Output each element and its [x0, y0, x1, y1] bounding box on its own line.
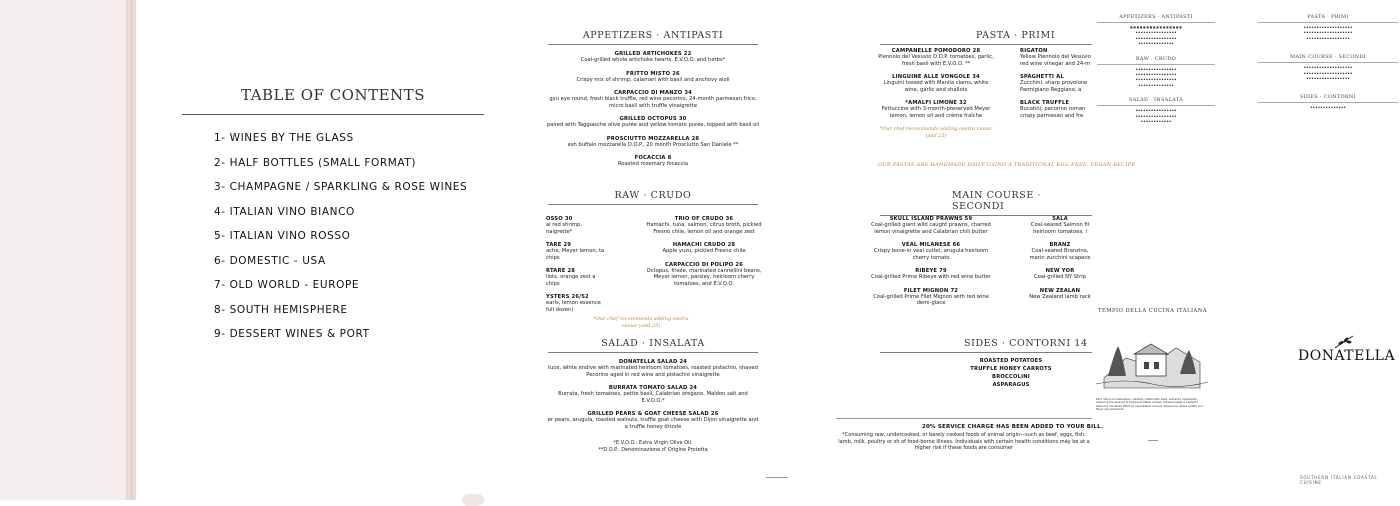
menu-item — [546, 216, 606, 235]
item-desc: Zucchini, sharp provolone Parmigiano Reggiano, a — [1020, 80, 1088, 93]
thumb-text: ▪ ▪ ▪ ▪ ▪ ▪ ▪ ▪ ▪ ▪ ▪ ▪ ▪ ▪ ▪ ▪ ▪ — [1306, 77, 1350, 81]
menu-item — [1028, 288, 1092, 301]
toc-item-vino-bianco[interactable]: 4- ITALIAN VINO BIANCO — [214, 205, 355, 218]
menu-item — [546, 268, 606, 287]
item-desc: Fettuccine with 3-month-preserved Meyer lemon, lemon oil and crème fraîche — [881, 106, 991, 119]
menu-item — [1020, 100, 1100, 119]
appetizers-title: APPETIZERS · ANTIPASTI — [582, 30, 724, 41]
item-desc: Linguini tossed with Manila clams, white wine, garlic and shallots — [883, 80, 989, 93]
page-divider — [766, 477, 788, 478]
item-desc: Crispy bone-in veal cutlet, arugula heirloom cherry tomato — [873, 248, 989, 261]
salad-section — [546, 338, 760, 453]
thumbnail-page-4[interactable] — [1256, 14, 1400, 228]
toc-item-old-world[interactable]: 7- OLD WORLD - EUROPE — [214, 279, 360, 291]
raw-left-col — [546, 216, 606, 320]
menu-item — [1028, 242, 1092, 261]
menu-item — [876, 74, 996, 93]
menu-item — [546, 242, 606, 261]
menu-item — [876, 100, 996, 119]
menu-page-2 — [836, 30, 1136, 480]
toc-item-south-hemisphere[interactable]: 8- SOUTH HEMISPHERE — [214, 303, 348, 316]
thumb-text: ▪ ▪ ▪ ▪ ▪ ▪ ▪ ▪ ▪ ▪ ▪ ▪ ▪ ▪ ▪ ▪ — [1135, 109, 1177, 113]
appetizers-list — [546, 51, 760, 168]
item-name: OSSO 30 — [546, 216, 573, 222]
toc-divider — [182, 114, 484, 115]
menu-item — [866, 288, 996, 307]
footnote-dop: **D.O.P.: Denominazione d' Origine Protetta — [598, 446, 708, 453]
menu-item — [876, 48, 996, 67]
service-rule — [836, 418, 1092, 419]
item-desc: ache, Meyer lemon, ta chips — [546, 248, 605, 261]
item-desc: Octopus, frisée, marinated cannellini beans, Meyer lemon, parsley, heirloom cherry tomatoes, and E.V.O.O. — [646, 267, 762, 287]
item-desc: Apple yuzu, pickled Fresno chile — [662, 248, 746, 254]
item-desc: Yellow Piennolo del Vesuvio red wine vinegar and 24-m — [1020, 54, 1091, 67]
thumb-text: ▪ ▪ ▪ ▪ ▪ ▪ ▪ ▪ ▪ ▪ ▪ ▪ ▪ ▪ ▪ ▪ — [1135, 31, 1177, 35]
item-name: NEW ZEALAN — [1039, 287, 1081, 294]
item-name: GRILLED PEARS & GOAT CHEESE SALAD 26 — [587, 411, 719, 417]
salad-rule — [548, 352, 758, 353]
cucina-description: Each dish is a masterpiece, carefully crafted with fresh, authentic ingredients, capturing the essence of traditional Italian recipes. Artisanal pasta is perfectly balanced. Donatella offers an unparalleled culinary experience, where quality and flavor are paramount. — [1096, 398, 1203, 412]
thumb-title: SALAD · INSALATA — [1128, 97, 1184, 104]
item-name: BRANZ — [1049, 242, 1071, 248]
menu-item — [546, 155, 760, 168]
main-section — [836, 190, 1092, 306]
sides-list — [956, 358, 1066, 390]
menu-item — [546, 359, 760, 378]
item-name: RIBEYE 79 — [915, 268, 947, 274]
thumb-title: PASTA · PRIMI — [1307, 14, 1349, 20]
item-desc: earls, lemon essence full dozen) — [546, 300, 601, 313]
item-desc: Roasted rosemary focaccia — [617, 161, 689, 167]
menu-item — [866, 268, 996, 281]
footnote-evoo: *E.V.O.O.: Extra Virgin Olive Oil. — [613, 440, 693, 446]
salad-title: SALAD · INSALATA — [601, 338, 705, 349]
item-desc: Piennolo del Vesuvio D.O.P. tomatoes, garlic, fresh basil with E.V.O.O. ** — [878, 54, 994, 67]
brand-logo: DONATELLA — [1298, 348, 1396, 364]
thumb-rule — [1097, 105, 1215, 106]
menu-item — [546, 294, 606, 313]
toc-item-vino-rosso[interactable]: 5- ITALIAN VINO ROSSO — [214, 230, 351, 242]
toc-item-half-bottles[interactable]: 2- HALF BOTTLES (SMALL FORMAT) — [214, 156, 417, 169]
thumb-text: ▪ ▪ ▪ ▪ ▪ ▪ ▪ ▪ ▪ ▪ ▪ ▪ ▪ ▪ ▪ ▪ — [1135, 67, 1177, 71]
side-item: ASPARAGUS — [992, 382, 1030, 388]
item-desc: gyu eye round, fresh black truffle, red wine pecorino, 24-month parmesan frico, micro basil with truffle vinaigrette — [549, 96, 757, 109]
handmade-note: OUR PASTAS ARE HANDMADE DAILY USING A TRADITIONAL EGG-FREE, VEGAN RECIPE — [878, 162, 1136, 168]
main-title: MAIN COURSE · SECONDI — [952, 190, 1042, 212]
menu-item — [546, 116, 760, 129]
menu-item — [1028, 268, 1092, 281]
sides-section — [836, 338, 1092, 388]
thumb-text: ▪ ▪ ▪ ▪ ▪ ▪ ▪ ▪ ▪ ▪ ▪ ▪ ▪ ▪ ▪ ▪ — [1135, 73, 1177, 77]
thumb-text: ▪ ▪ ▪ ▪ ▪ ▪ ▪ ▪ ▪ ▪ ▪ ▪ ▪ ▪ ▪ ▪ ▪ ▪ ▪ — [1303, 71, 1353, 75]
item-name: TARE 29 — [546, 242, 572, 248]
pasta-right-col — [1020, 48, 1100, 126]
appetizers-rule — [548, 44, 758, 45]
page-edge-line — [131, 0, 132, 500]
item-name: BLACK TRUFFLE — [1020, 100, 1070, 106]
item-name: CARPACCIO DI POLIPO 26 — [664, 261, 744, 268]
item-name: *AMALFI LIMONE 32 — [905, 100, 967, 106]
thumb-title: SIDES · CONTORNI — [1300, 94, 1356, 101]
item-name: SALA — [1052, 216, 1068, 222]
thumbnail-page-3[interactable] — [1094, 14, 1218, 240]
item-desc: Coal-seared Salmon fil heirloom tomatoes, l — [1030, 222, 1090, 235]
menu-item — [546, 411, 760, 430]
item-name: NEW YOR — [1045, 268, 1075, 274]
item-name: CARPACCIO DI MANZO 34 — [614, 90, 692, 96]
item-name: FOCACCIA 8 — [634, 155, 672, 161]
pasta-left-col — [876, 48, 996, 139]
item-name: SKULL ISLAND PRAWNS 59 — [889, 216, 973, 222]
thumb-text: ▪ ▪ ▪ ▪ ▪ ▪ ▪ ▪ ▪ ▪ ▪ ▪ — [1140, 120, 1172, 124]
sides-rule — [880, 352, 1092, 353]
thumb-text: ▪ ▪ ▪ ▪ ▪ ▪ ▪ ▪ ▪ ▪ ▪ ▪ ▪ ▪ ▪ ▪ ▪ ▪ ▪ — [1303, 66, 1353, 70]
item-name: LINGUINE ALLE VONGOLE 34 — [892, 74, 980, 80]
thumb-text: ▪ ▪ ▪ ▪ ▪ ▪ ▪ ▪ ▪ ▪ ▪ ▪ ▪ ▪ ▪ ▪ — [1135, 114, 1177, 118]
chef-note: *Our chef recommends adding osetra caviar (add 25) — [593, 316, 689, 329]
item-desc: Hamachi, tuna, salmon, citrus broth, pickled Fresno chile, lemon oil and orange zest — [646, 222, 762, 235]
menu-item — [546, 51, 760, 64]
thumb-text: ▪ ▪ ▪ ▪ ▪ ▪ ▪ ▪ ▪ ▪ ▪ ▪ ▪ ▪ ▪ ▪ ▪ ▪ ▪ — [1303, 26, 1353, 29]
menu-item — [546, 136, 760, 149]
thumb-text: ▪ ▪ ▪ ▪ ▪ ▪ ▪ ▪ ▪ ▪ ▪ ▪ ▪ ▪ ▪ ▪ ▪ — [1306, 36, 1350, 40]
menu-item — [1020, 48, 1100, 67]
scroll-indicator[interactable] — [462, 494, 484, 506]
toc-title: TABLE OF CONTENTS — [241, 86, 425, 104]
raw-rule — [548, 204, 758, 205]
item-name: RTARE 28 — [546, 268, 576, 274]
thumb-text: ▪ ▪ ▪ ▪ ▪ ▪ ▪ ▪ ▪ ▪ ▪ ▪ ▪ ▪ — [1138, 42, 1174, 46]
thumb-rule — [1258, 22, 1398, 23]
item-desc: Burrata, fresh tomatoes, petite basil, Calabrian oregano, Maldon salt and E.V.O.O.* — [558, 391, 748, 404]
service-charge-note: 20% SERVICE CHARGE HAS BEEN ADDED TO YOUR BILL. — [922, 424, 1104, 430]
thumb-title: RAW · CRUDO — [1135, 55, 1177, 62]
menu-item — [866, 216, 996, 235]
toc-item-dessert-wines[interactable]: 9- DESSERT WINES & PORT — [214, 328, 370, 340]
side-item: BROCCOLINI — [992, 374, 1030, 380]
item-name: GRILLED ARTICHOKES 22 — [614, 51, 692, 57]
sides-title: SIDES · CONTORNI 14 — [964, 338, 1088, 349]
item-name: CAMPANELLE POMODORO 28 — [891, 48, 981, 54]
toc-list — [214, 132, 467, 353]
raw-title: RAW · CRUDO — [614, 190, 692, 201]
item-desc: Coal-seared Branzino, marin zucchini scapece — [1029, 248, 1091, 261]
item-desc: er pears, arugula, roasted walnuts, truffle goat cheese with Dijon vinaigrette and a truffle honey drizzle — [547, 417, 759, 430]
thumb-text: ▪ ▪ ▪ ▪ ▪ ▪ ▪ ▪ ▪ ▪ ▪ ▪ ▪ ▪ ▪ ▪ ▪ ▪ ▪ — [1303, 31, 1353, 35]
main-left-col — [866, 216, 996, 314]
item-name: HAMACHI CRUDO 28 — [672, 242, 736, 248]
item-desc: Coal-grilled giant wild caught prawns, charred lemon vinaigrette and Calabrian chili butter — [871, 222, 991, 235]
thumb-text: ▪ ▪ ▪ ▪ ▪ ▪ ▪ ▪ ▪ ▪ ▪ ▪ ▪ ▪ ▪ ▪ — [1135, 78, 1177, 82]
item-name: RIGATON — [1020, 48, 1048, 54]
menu-item — [866, 242, 996, 261]
thumb-rule — [1097, 22, 1215, 23]
thumb-title: APPETIZERS · ANTIPASTI — [1119, 14, 1193, 20]
item-name: GRILLED OCTOPUS 30 — [619, 116, 687, 122]
page-divider — [1148, 440, 1158, 441]
thumb-text: ▪ ▪ ▪ ▪ ▪ ▪ ▪ ▪ ▪ ▪ ▪ ▪ ▪ ▪ ▪ ▪ — [1135, 36, 1177, 40]
menu-item — [644, 262, 764, 288]
menu-page-1 — [546, 30, 760, 480]
item-desc: Bucatini, pecorino roman crispy parmesan and fre — [1020, 106, 1086, 119]
item-name: DONATELLA SALAD 24 — [618, 359, 688, 365]
item-desc: llots, orange zest a chips — [546, 274, 596, 287]
villa-sketch-image — [1096, 318, 1208, 392]
chef-note: *Our chef recommends adding osetra caviar (add 25) — [879, 126, 993, 139]
item-name: BURRATA TOMATO SALAD 24 — [608, 385, 698, 391]
item-desc: Coal-grilled NY Strip — [1033, 274, 1087, 280]
item-name: PROSCIUTTO MOZZARELLA 28 — [606, 135, 700, 142]
menu-item — [546, 71, 760, 84]
side-item: ROASTED POTATOES — [979, 358, 1043, 364]
pasta-rule — [880, 44, 1092, 45]
thumb-text: ▪ ▪ ▪ ▪ ▪ ▪ ▪ ▪ ▪ ▪ ▪ ▪ ▪ ▪ — [1138, 83, 1174, 87]
toc-item-domestic[interactable]: 6- DOMESTIC - USA — [214, 254, 326, 267]
brand-tagline: SOUTHERN ITALIAN COASTAL CUISINE — [1300, 475, 1378, 485]
menu-item — [1020, 74, 1100, 93]
raw-right-col — [644, 216, 764, 294]
side-item: TRUFFLE HONEY CARROTS — [970, 366, 1052, 372]
item-desc: New Zealand lamb rack — [1029, 293, 1091, 300]
thumb-rule — [1258, 62, 1398, 63]
item-desc: Coal-grilled Prime Ribeye with red wine butter — [871, 274, 991, 280]
consumer-warning: *Consuming raw, undercooked, or barely cooked foods of animal origin—such as beef, eggs, fish, lamb, milk, poultry or sh of food-borne illness. Individuals with certain health conditions may be at a higher risk if these foods are consumer — [838, 432, 1090, 451]
toc-item-wines-by-glass[interactable]: 1- WINES BY THE GLASS — [214, 132, 354, 144]
raw-section — [546, 190, 762, 329]
item-name: TRIO OF CRUDO 36 — [674, 216, 734, 222]
item-name: FRITTO MISTO 26 — [626, 70, 680, 77]
thumb-rule — [1258, 102, 1398, 103]
item-desc: paired with Taggiasche olive purée and yellow tomato purée, topped with basil oil — [546, 122, 760, 128]
item-desc: al red shrimp, naigrette* — [546, 222, 582, 235]
item-desc: esh buffalo mozzarella D.O.P., 20 month Prosciutto San Daniele ** — [567, 141, 739, 148]
item-name: FILET MIGNON 72 — [903, 287, 959, 294]
menu-item — [644, 216, 764, 235]
item-name: SPAGHETTI AL — [1020, 74, 1064, 80]
menu-item — [1028, 216, 1092, 235]
menu-item — [546, 90, 760, 109]
thumb-title: MAIN COURSE · SECONDI — [1289, 54, 1367, 61]
left-gutter — [0, 0, 126, 500]
item-desc: Coal-grilled Prime Filet Mignon with red wine demi-glace — [873, 293, 989, 306]
thumb-text: ■ ■ ■ ■ ■ ■ ■ ■ ■ ■ ■ ■ ■ ■ ■ ■ — [1130, 26, 1182, 29]
item-desc: Crispy mix of shrimp, calamari with basil and anchovy aioli — [576, 76, 730, 83]
item-name: VEAL MILANESE 66 — [901, 242, 961, 248]
item-name: YSTERS 26/52 — [546, 294, 589, 300]
thumb-rule — [1097, 64, 1215, 65]
menu-item — [644, 242, 764, 255]
thumb-text: ▪ ▪ ▪ ▪ ▪ ▪ ▪ ▪ ▪ ▪ ▪ ▪ ▪ ▪ — [1310, 106, 1346, 110]
menu-item — [546, 385, 760, 404]
cucina-title: TEMPIO DELLA CUCINA ITALIANA — [1098, 308, 1208, 314]
main-right-col — [1028, 216, 1092, 307]
item-desc: Coal-grilled whole artichoke hearts, E.V.O.O. and herbs* — [580, 57, 726, 63]
item-desc: tuce, white endive with marinated heirloom tomatoes, roasted pistachio, shaved Pecorino aged in red wine and pistachio vinaigrette — [548, 365, 758, 378]
toc-item-champagne[interactable]: 3- CHAMPAGNE / SPARKLING & ROSE WINES — [214, 181, 468, 193]
pasta-title: PASTA · PRIMI — [976, 30, 1056, 41]
